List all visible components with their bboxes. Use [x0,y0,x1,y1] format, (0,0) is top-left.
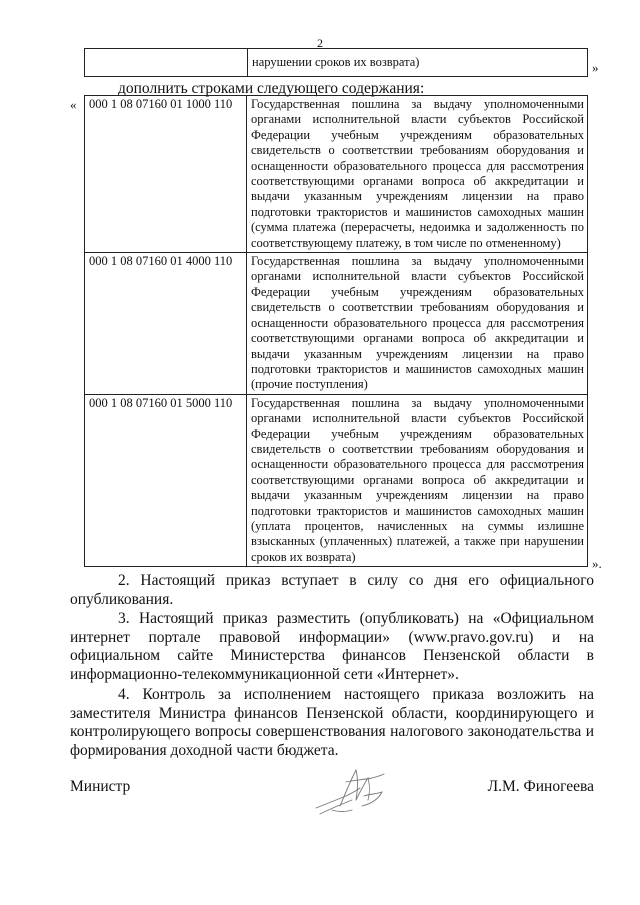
table-cell-code [85,49,248,77]
table-row [85,96,588,253]
codes-table [84,95,588,567]
table-cell-code: 000 1 08 07160 01 4000 110 [85,253,247,395]
table-cell-description: Государственная пошлина за выдачу уполномоченными органами исполнительной власти субъектов Российской Федерации учебным учреждениям образовательных свидетельств о соответствии требованиям оборудования и оснащенности образовательного процесса для рассмотрения соответствующими органами вопроса об аккредитации и выдачи указанным учреждениям лицензии на право подготовки трактористов и машинистов самоходных машин (прочие поступления) [247,253,588,395]
table-cell-description: Государственная пошлина за выдачу уполномоченными органами исполнительной власти субъектов Российской Федерации учебным учреждениям образовательных свидетельств о соответствии требованиям оборудования и оснащенности образовательного процесса для рассмотрения соответствующими органами вопроса об аккредитации и выдачи указанным учреждениям лицензии на право подготовки трактористов и машинистов самоходных машин (уплата процентов, начисленных на суммы излишне взысканных (уплаченных) платежей, а также при нарушении сроков их возврата) [247,394,588,566]
paragraph-2: 2. Настоящий приказ вступает в силу со дня его официального опубликования. [70,572,594,608]
table-cell-description: нарушении сроков их возврата) [248,49,588,77]
closing-quote: ». [592,556,602,571]
paragraph-3: 3. Настоящий приказ разместить (опубликовать) на «Официальном интернет портале правовой информации» (www.pravo.gov.ru) и на официальном сайте Министерства финансов Пензенской области в информационно-телекоммуникационной сети «Интернет». [70,610,594,683]
page-number: 2 [317,36,323,50]
table-row [85,253,588,395]
signatory-name: Л.М. Финогеева [487,778,594,795]
continued-table-row [84,48,588,77]
signatory-title: Министр [70,778,131,795]
table-cell-code: 000 1 08 07160 01 1000 110 [85,96,247,253]
table-row [85,394,588,566]
table-row [85,49,588,77]
opening-quote: « [70,97,77,112]
table-cell-code: 000 1 08 07160 01 5000 110 [85,394,247,566]
lead-text: дополнить строками следующего содержания: [118,80,425,97]
closing-quote-top: » [592,60,599,75]
table-cell-description: Государственная пошлина за выдачу уполномоченными органами исполнительной власти субъектов Российской Федерации учебным учреждениям образовательных свидетельств о соответствии требованиям оборудования и оснащенности образовательного процесса для рассмотрения соответствующими органами вопроса об аккредитации и выдачи указанным учреждениям лицензии на право подготовки трактористов и машинистов самоходных машин (сумма платежа (перерасчеты, недоимка и задолженность по соответствующему платежу, в том числе по отмененному) [247,96,588,253]
paragraph-4: 4. Контроль за исполнением настоящего приказа возложить на заместителя Министра финансов Пензенской области, координирующего и контролирующего вопросы совершенствования налогового законодательства и формирования доходной части бюджета. [70,686,594,759]
handwritten-signature [312,760,388,822]
